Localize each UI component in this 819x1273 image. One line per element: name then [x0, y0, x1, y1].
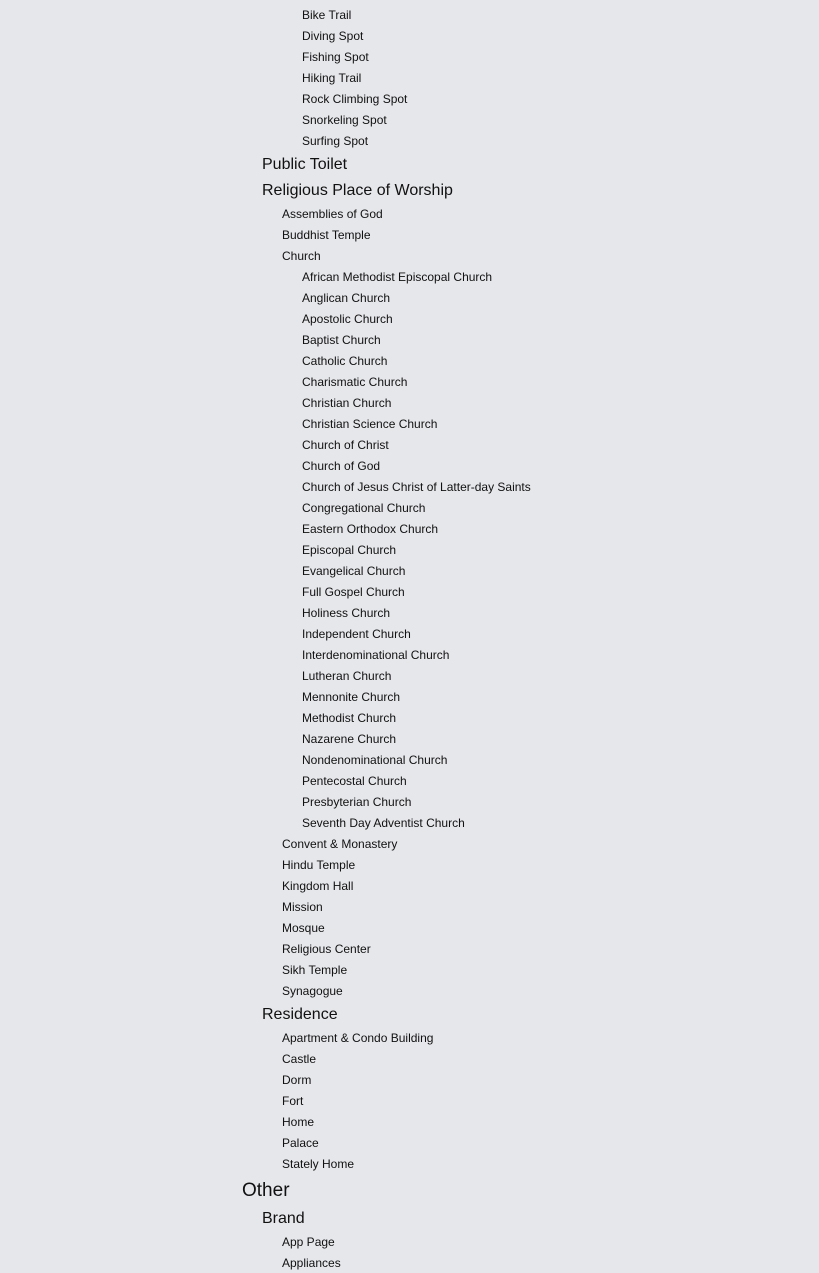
category-church-of-jesus-christ-lds[interactable]: Church of Jesus Christ of Latter-day Saints: [302, 480, 531, 494]
category-hindu-temple[interactable]: Hindu Temple: [282, 858, 356, 872]
category-mission[interactable]: Mission: [282, 900, 323, 914]
category-church-of-god[interactable]: Church of God: [302, 459, 381, 473]
category-buddhist-temple[interactable]: Buddhist Temple: [282, 228, 371, 242]
category-eastern-orthodox-church[interactable]: Eastern Orthodox Church: [302, 522, 439, 536]
category-apartment-condo-building[interactable]: Apartment & Condo Building: [282, 1031, 434, 1045]
category-charismatic-church[interactable]: Charismatic Church: [302, 375, 408, 389]
category-catholic-church[interactable]: Catholic Church: [302, 354, 388, 368]
category-synagogue[interactable]: Synagogue: [282, 984, 343, 998]
category-assemblies-of-god[interactable]: Assemblies of God: [282, 207, 383, 221]
category-congregational-church[interactable]: Congregational Church: [302, 501, 426, 515]
category-church-of-christ[interactable]: Church of Christ: [302, 438, 389, 452]
category-holiness-church[interactable]: Holiness Church: [302, 606, 391, 620]
category-church[interactable]: Church: [282, 249, 321, 263]
category-mosque[interactable]: Mosque: [282, 921, 325, 935]
category-methodist-church[interactable]: Methodist Church: [302, 711, 397, 725]
category-presbyterian-church[interactable]: Presbyterian Church: [302, 795, 412, 809]
category-residence[interactable]: Residence: [262, 1006, 338, 1023]
category-snorkeling-spot[interactable]: Snorkeling Spot: [302, 113, 387, 127]
category-kingdom-hall[interactable]: Kingdom Hall: [282, 879, 354, 893]
category-nondenominational-church[interactable]: Nondenominational Church: [302, 753, 448, 767]
category-appliances[interactable]: Appliances: [282, 1256, 341, 1270]
category-castle[interactable]: Castle: [282, 1052, 317, 1066]
category-religious-place-of-worship[interactable]: Religious Place of Worship: [262, 182, 453, 199]
category-apostolic-church[interactable]: Apostolic Church: [302, 312, 393, 326]
category-dorm[interactable]: Dorm: [282, 1073, 312, 1087]
category-app-page[interactable]: App Page: [282, 1235, 335, 1249]
category-religious-center[interactable]: Religious Center: [282, 942, 371, 956]
category-surfing-spot[interactable]: Surfing Spot: [302, 134, 369, 148]
category-rock-climbing-spot[interactable]: Rock Climbing Spot: [302, 92, 408, 106]
category-christian-church[interactable]: Christian Church: [302, 396, 392, 410]
category-lutheran-church[interactable]: Lutheran Church: [302, 669, 392, 683]
category-seventh-day-adventist-church[interactable]: Seventh Day Adventist Church: [302, 816, 465, 830]
category-pentecostal-church[interactable]: Pentecostal Church: [302, 774, 407, 788]
category-public-toilet[interactable]: Public Toilet: [262, 156, 348, 173]
category-african-methodist-episcopal-church[interactable]: African Methodist Episcopal Church: [302, 270, 493, 284]
category-anglican-church[interactable]: Anglican Church: [302, 291, 391, 305]
category-episcopal-church[interactable]: Episcopal Church: [302, 543, 397, 557]
category-bike-trail[interactable]: Bike Trail: [302, 8, 352, 22]
category-mennonite-church[interactable]: Mennonite Church: [302, 690, 401, 704]
category-evangelical-church[interactable]: Evangelical Church: [302, 564, 406, 578]
category-baptist-church[interactable]: Baptist Church: [302, 333, 381, 347]
category-palace[interactable]: Palace: [282, 1136, 319, 1150]
category-nazarene-church[interactable]: Nazarene Church: [302, 732, 397, 746]
category-fishing-spot[interactable]: Fishing Spot: [302, 50, 369, 64]
category-fort[interactable]: Fort: [282, 1094, 304, 1108]
category-independent-church[interactable]: Independent Church: [302, 627, 411, 641]
category-christian-science-church[interactable]: Christian Science Church: [302, 417, 438, 431]
category-convent-monastery[interactable]: Convent & Monastery: [282, 837, 398, 851]
category-other[interactable]: Other: [242, 1180, 290, 1201]
category-home[interactable]: Home: [282, 1115, 315, 1129]
category-sikh-temple[interactable]: Sikh Temple: [282, 963, 348, 977]
category-hiking-trail[interactable]: Hiking Trail: [302, 71, 362, 85]
category-brand[interactable]: Brand: [262, 1210, 305, 1227]
category-interdenominational-church[interactable]: Interdenominational Church: [302, 648, 450, 662]
category-full-gospel-church[interactable]: Full Gospel Church: [302, 585, 405, 599]
category-stately-home[interactable]: Stately Home: [282, 1157, 355, 1171]
category-diving-spot[interactable]: Diving Spot: [302, 29, 364, 43]
